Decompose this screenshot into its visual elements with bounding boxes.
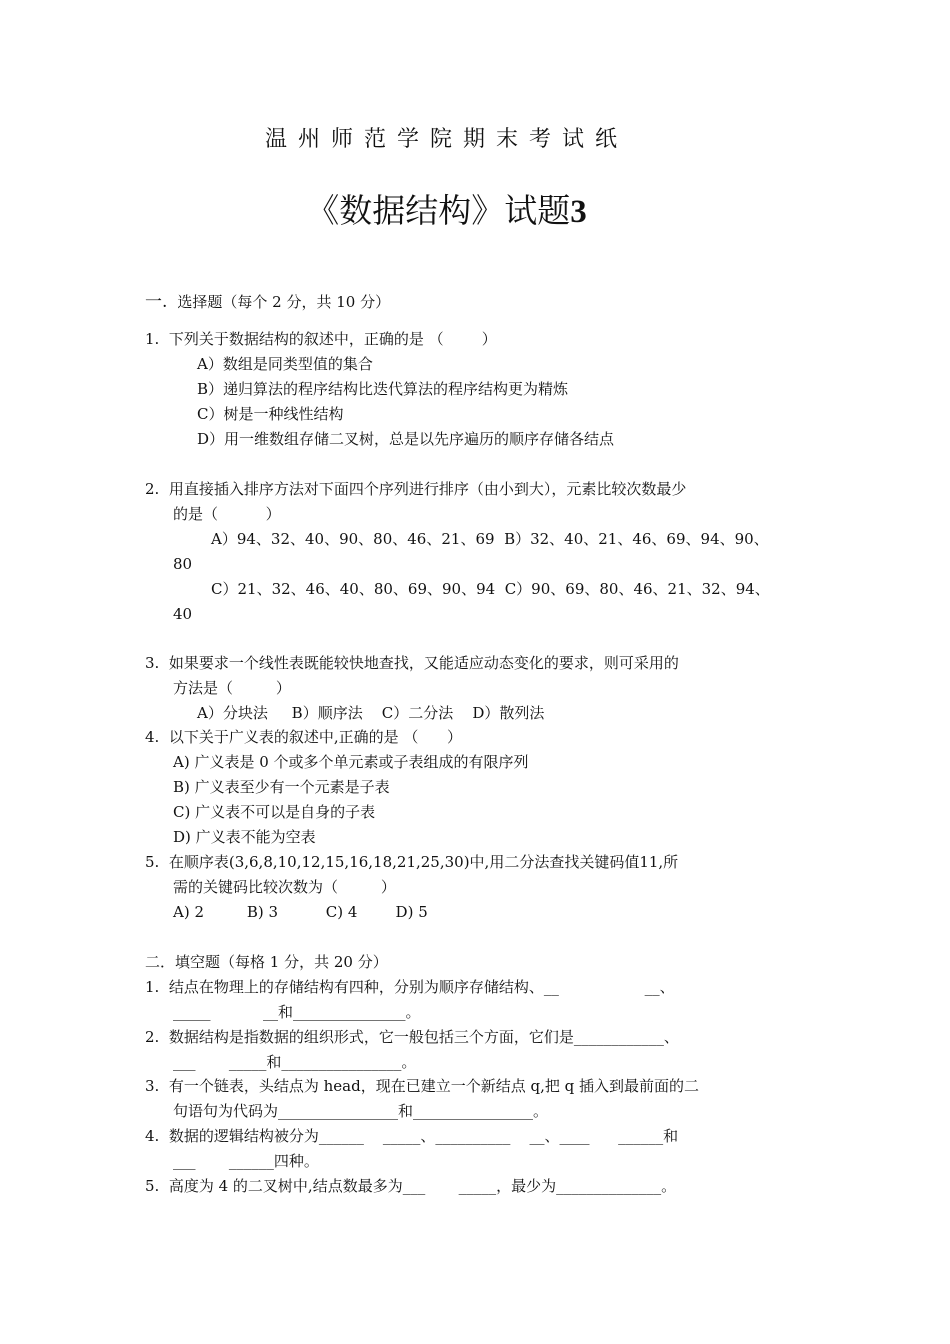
q3-stem-line2: 方法是（ ） bbox=[173, 679, 291, 697]
q4-option-d: D) 广义表不能为空表 bbox=[173, 828, 316, 846]
fill1-line1: 1. 结点在物理上的存储结构有四种，分别为顺序存储结构、__ __、 bbox=[145, 978, 675, 996]
q4-stem: 4. 以下关于广义表的叙述中,正确的是 （ ） bbox=[145, 728, 462, 746]
q1-stem: 1. 下列关于数据结构的叙述中，正确的是 （ ） bbox=[145, 330, 497, 348]
fill3-line1: 3. 有一个链表，头结点为 head，现在已建立一个新结点 q,把 q 插入到最前面的二 bbox=[145, 1077, 699, 1095]
exam-title bbox=[0, 185, 893, 232]
q4-option-a: A) 广义表是 0 个或多个单元素或子表组成的有限序列 bbox=[173, 753, 529, 771]
q1-option-d: D）用一维数组存储二叉树，总是以先序遍历的顺序存储各结点 bbox=[197, 430, 615, 448]
q4-option-b: B) 广义表至少有一个元素是子表 bbox=[173, 778, 390, 796]
q1-option-c: C）树是一种线性结构 bbox=[197, 405, 344, 423]
fill1-line2: _____ __和_______________。 bbox=[173, 1003, 421, 1021]
section1-heading bbox=[145, 292, 390, 312]
fill4-line2: ___ ______四种。 bbox=[173, 1152, 319, 1170]
q3-options: A）分块法 B）顺序法 C）二分法 D）散列法 bbox=[197, 704, 545, 722]
exam-title-text: 《数据结构》试题 bbox=[306, 191, 571, 230]
q2-options-cd: C）21、32、46、40、80、69、90、94 C）90、69、80、46、21、32、94、 bbox=[211, 580, 770, 598]
school-header: 温州师范学院期末考试纸 bbox=[264, 127, 628, 152]
section1-number: 一. bbox=[145, 292, 168, 312]
section1-title: 选择题（每个 2 分，共 10 分） bbox=[177, 293, 391, 311]
q2-options-ab: A）94、32、40、90、80、46、21、69 B）32、40、21、46、69、94、90、 bbox=[211, 530, 769, 548]
q2-options-ab-cont: 80 bbox=[173, 555, 193, 573]
q5-options: A) 2 B) 3 C) 4 D) 5 bbox=[173, 903, 428, 921]
fill2-line1: 2. 数据结构是指数据的组织形式，它一般包括三个方面，它们是____________、 bbox=[145, 1028, 679, 1046]
q1-option-b: B）递归算法的程序结构比迭代算法的程序结构更为精炼 bbox=[197, 380, 569, 398]
fill2-line2: ___ _____和________________。 bbox=[173, 1053, 417, 1071]
q4-option-c: C) 广义表不可以是自身的子表 bbox=[173, 803, 376, 821]
q1-option-a: A）数组是同类型值的集合 bbox=[197, 355, 373, 373]
fill5-line1: 5. 高度为 4 的二叉树中,结点数最多为___ _____，最少为______________。 bbox=[145, 1177, 677, 1195]
fill3-line2: 句语句为代码为________________和________________。 bbox=[173, 1102, 549, 1120]
q3-stem-line1: 3. 如果要求一个线性表既能较快地查找，又能适应动态变化的要求，则可采用的 bbox=[145, 654, 679, 672]
fill4-line1: 4. 数据的逻辑结构被分为______ _____、__________ __、____ ______和 bbox=[145, 1127, 679, 1145]
q2-stem-line2: 的是（ ） bbox=[173, 505, 281, 523]
q5-stem-line2: 需的关键码比较次数为（ ） bbox=[173, 878, 396, 896]
exam-number: 3 bbox=[570, 194, 587, 230]
q2-options-cd-cont: 40 bbox=[173, 605, 193, 623]
q2-stem-line1: 2. 用直接插入排序方法对下面四个序列进行排序（由小到大），元素比较次数最少 bbox=[145, 480, 687, 498]
section2-heading: 二．填空题（每格 1 分，共 20 分） bbox=[145, 953, 388, 971]
q5-stem-line1: 5. 在顺序表(3,6,8,10,12,15,16,18,21,25,30)中,用二分法查找关键码值11,所 bbox=[145, 853, 679, 871]
